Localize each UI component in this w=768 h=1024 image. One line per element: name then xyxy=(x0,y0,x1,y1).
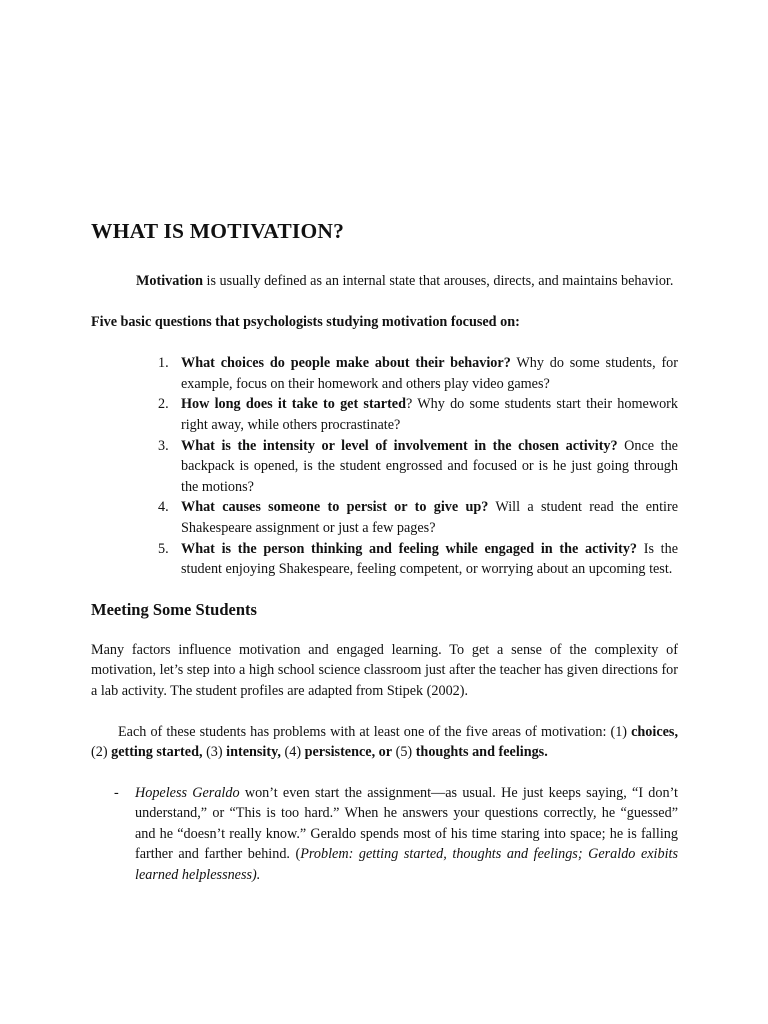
question-detail: ? Why do some students start their homework right away, while others procrastinate? xyxy=(181,396,678,433)
profile-problem: Problem: getting started, thoughts and feelings; Geraldo exibits learned helplessness). xyxy=(135,846,678,884)
profile-text: won’t even start the assignment—as usual. He just keeps saying, “I don’t understand,” or “This is too hard.” When he answers your questions correctly, he “guessed” and he “doesn’t really know.” Geraldo spends most of his time staring into space; he is falling farther and farther behind. ( xyxy=(135,784,678,863)
question-detail: Why do some students, for example, focus on their homework and others play video games? xyxy=(181,355,678,392)
question-text: What causes someone to persist or to give up? xyxy=(181,499,489,516)
areas-text: (3) xyxy=(202,744,227,761)
question-detail: Is the student enjoying Shakespeare, feeling competent, or worrying about an upcoming test. xyxy=(181,540,678,578)
list-number: 2. xyxy=(158,396,169,413)
student-profiles-list xyxy=(91,783,678,886)
areas-text: Each of these students has problems with at least one of the five areas of motivation: (1) xyxy=(118,723,632,740)
questions-list xyxy=(91,353,678,580)
areas-text: (2) xyxy=(91,744,112,761)
areas-text: (4) xyxy=(280,744,305,761)
list-number: 1. xyxy=(158,355,169,372)
question-detail: Once the backpack is opened, is the student engrossed and focused or is he just going through the motions? xyxy=(181,437,678,495)
factors-paragraph: Many factors influence motivation and engaged learning. To get a sense of the complexity of motivation, let’s step into a high school science classroom just after the teacher has given directions for a lab activity. The student profiles are adapted from Stipek (2002). xyxy=(91,641,678,699)
list-item xyxy=(91,353,678,394)
section-heading: Meeting Some Students xyxy=(91,599,257,619)
question-text: What is the person thinking and feeling while engaged in the activity? xyxy=(181,540,638,557)
list-number: 4. xyxy=(158,499,169,516)
area-thoughts-feelings: thoughts and feelings. xyxy=(415,744,548,761)
list-item xyxy=(91,436,678,498)
list-number: 3. xyxy=(158,437,169,454)
motivation-term: Motivation xyxy=(136,273,203,289)
intro-text: is usually defined as an internal state that arouses, directs, and maintains behavior. xyxy=(203,273,674,289)
student-name: Hopeless Geraldo xyxy=(135,784,240,801)
question-detail: Will a student read the entire Shakespeare assignment or just a few pages? xyxy=(181,499,678,536)
area-choices: choices, xyxy=(631,723,678,740)
areas-text: (5) xyxy=(392,744,416,761)
list-item xyxy=(91,539,678,580)
question-text: How long does it take to get started xyxy=(181,396,406,413)
question-text: What choices do people make about their behavior? xyxy=(181,355,511,372)
questions-lead: Five basic questions that psychologists studying motivation focused on: xyxy=(91,313,520,330)
area-intensity: intensity, xyxy=(226,744,281,761)
question-text: What is the intensity or level of involvement in the chosen activity? xyxy=(181,437,618,454)
areas-paragraph xyxy=(91,722,678,763)
list-item xyxy=(91,783,678,886)
document-content xyxy=(91,217,678,886)
bullet-dash: - xyxy=(114,784,119,801)
list-number: 5. xyxy=(158,540,169,557)
list-item xyxy=(91,497,678,538)
list-item xyxy=(91,394,678,435)
page-title: WHAT IS MOTIVATION? xyxy=(91,219,345,243)
area-persistence: persistence, or xyxy=(304,744,393,761)
intro-paragraph xyxy=(91,271,678,292)
area-getting-started: getting started, xyxy=(111,744,203,761)
